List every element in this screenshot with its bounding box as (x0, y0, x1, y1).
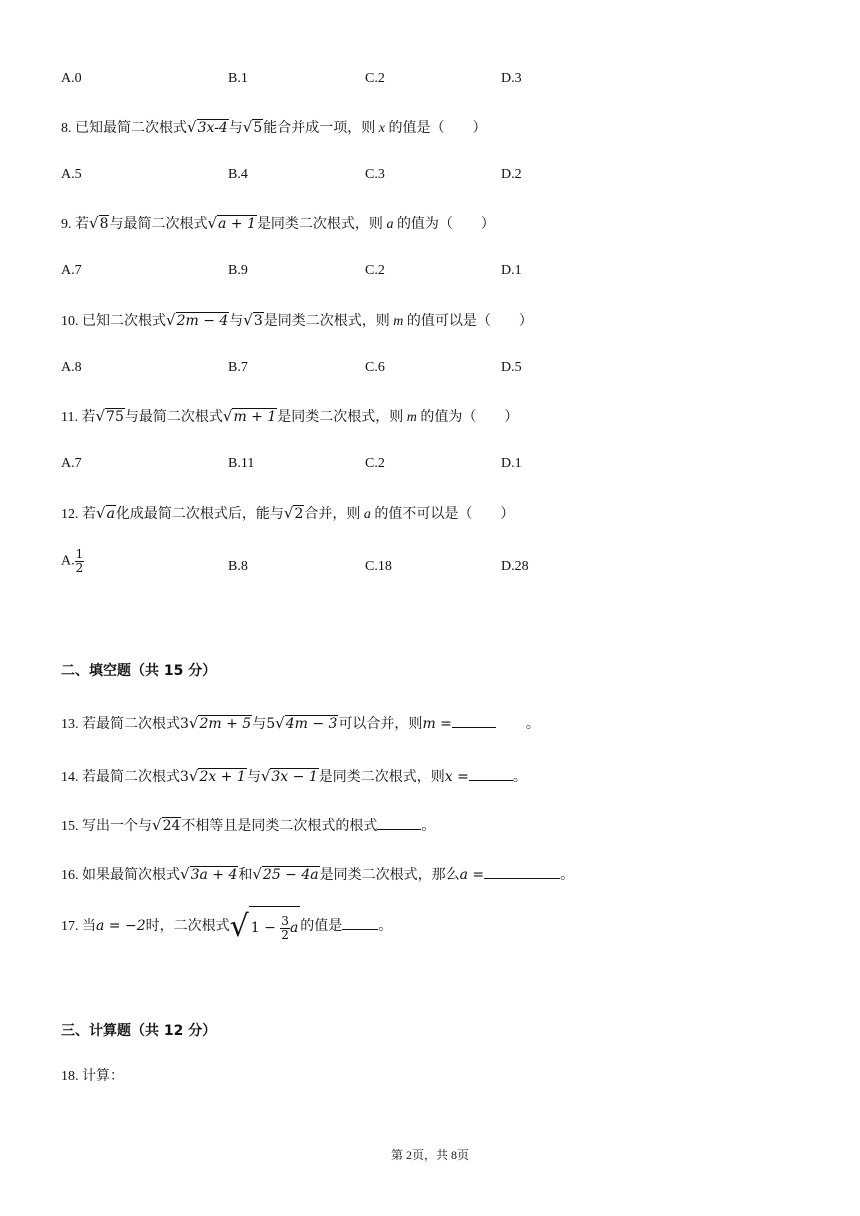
q9-sqrt-2: √a + 1 (207, 214, 256, 232)
q7-options (61, 71, 621, 93)
q14-expr: x = (444, 769, 469, 785)
q10-suffix-1: 是同类二次根式，则 (263, 314, 390, 329)
q9-option-a: A.7 (61, 263, 82, 278)
q17-end: 。 (378, 919, 393, 935)
q10-sqrt-1: √2m − 4 (166, 311, 229, 329)
q12-option-b: B.8 (228, 559, 248, 574)
q11-option-a: A.7 (61, 456, 82, 471)
q11-option-c: C.2 (365, 456, 385, 471)
q11-prefix: 11. 若 (61, 410, 96, 425)
q17-fraction-numerator: 3 (281, 913, 289, 928)
q9-sqrt-1: √8 (89, 214, 109, 232)
q10-suffix-2: 的值可以是（ ） (406, 314, 533, 329)
q16-radicand-1: 3a + 4 (190, 867, 238, 883)
q17-sqrt: √ 1 − $\frac{3}{2}$ a (230, 906, 301, 948)
q10-var: m (393, 314, 404, 329)
q10-options (61, 360, 621, 382)
q12-suffix-1: 合并，则 (304, 507, 361, 522)
q12-prefix: 12. 若 (61, 507, 96, 522)
q11-suffix-1: 是同类二次根式，则 (277, 410, 404, 425)
q9-options (61, 263, 621, 285)
q16-mid: 和 (238, 868, 253, 883)
q12-option-c: C.18 (365, 559, 392, 574)
question-13 (61, 713, 540, 735)
q11-mid: 与最简二次根式 (124, 410, 223, 425)
q17-answer-blank[interactable] (342, 917, 378, 930)
q11-sqrt-1: √75 (95, 407, 124, 425)
q9-mid: 与最简二次根式 (109, 217, 208, 232)
q16-end: 。 (560, 868, 575, 883)
q9-radicand-1: 8 (99, 216, 109, 232)
q16-suffix-1: 是同类二次根式，那么 (319, 868, 460, 883)
q15-answer-blank[interactable] (377, 817, 421, 830)
q14-end: 。 (512, 770, 527, 785)
q13-coef-2: 5 (266, 716, 276, 732)
q7-option-d: D.3 (501, 71, 522, 86)
q11-options (61, 456, 621, 478)
q8-options (61, 167, 621, 189)
q12-mid: 化成最简二次根式后，能与 (115, 507, 284, 522)
q15-end: 。 (421, 819, 436, 834)
q16-sqrt-1: √3a + 4 (180, 865, 238, 883)
q13-prefix: 13. 若最简二次根式 (61, 717, 180, 732)
q11-option-b: B.11 (228, 456, 255, 471)
q12-suffix-2: 的值不可以是（ ） (374, 507, 515, 522)
q12-option-a (61, 548, 84, 575)
q8-radicand-1: 3x-4 (197, 120, 228, 136)
q10-sqrt-2: √3 (243, 311, 263, 329)
q16-sqrt-2: √25 − 4a (252, 865, 319, 883)
q15-prefix: 15. 写出一个与 (61, 819, 152, 834)
q13-answer-blank[interactable] (452, 715, 496, 728)
question-9 (61, 213, 495, 235)
q9-option-b: B.9 (228, 263, 248, 278)
q8-suffix-2: 的值是（ ） (388, 121, 487, 136)
q17-suffix-1: 的值是 (300, 919, 343, 935)
q11-var: m (406, 410, 417, 425)
q8-mid: 与 (228, 121, 243, 136)
q11-suffix-2: 的值为（ ） (420, 410, 519, 425)
q9-radicand-2: a + 1 (218, 216, 256, 232)
q9-suffix-2: 的值为（ ） (396, 217, 495, 232)
q12-var: a (363, 507, 371, 522)
question-8 (61, 117, 486, 139)
q12-fraction-numerator: 1 (75, 547, 84, 561)
q14-mid: 与 (246, 770, 261, 785)
q9-prefix: 9. 若 (61, 217, 89, 232)
section-fill-in-title: 二、填空题（共 15 分） (61, 663, 217, 679)
question-12 (61, 503, 514, 525)
q13-sqrt-2: √4m − 3 (275, 714, 338, 732)
q11-option-d: D.1 (501, 456, 522, 471)
q10-option-b: B.7 (228, 360, 248, 375)
q11-radicand-1: 75 (106, 409, 124, 425)
q13-expr: m = (422, 716, 452, 732)
q17-condition: a = −2 (96, 918, 146, 935)
question-11 (61, 406, 518, 428)
q12-radicand-2: 2 (294, 506, 304, 522)
q12-options (61, 548, 621, 584)
q15-radicand-1: 24 (162, 818, 181, 834)
q12-option-a-fraction (75, 548, 85, 575)
q14-coef-1: 3 (180, 769, 189, 785)
q8-sqrt-2: √5 (242, 118, 263, 136)
q7-option-a: A.0 (61, 71, 82, 86)
q13-radicand-2: 4m − 3 (285, 716, 338, 732)
question-10 (61, 310, 533, 332)
q9-suffix-1: 是同类二次根式，则 (256, 217, 383, 232)
q13-radicand-1: 2m + 5 (199, 716, 252, 732)
q11-sqrt-2: √m + 1 (222, 407, 277, 425)
q14-sqrt-2: √3x − 1 (260, 767, 318, 785)
q17-radicand (249, 906, 301, 948)
q9-option-d: D.1 (501, 263, 522, 278)
q8-option-c: C.3 (365, 167, 385, 182)
q8-sqrt-1: √3x-4 (187, 118, 228, 136)
q10-option-a: A.8 (61, 360, 82, 375)
q8-option-b: B.4 (228, 167, 248, 182)
q12-fraction-denominator: 2 (75, 561, 84, 575)
q8-prefix: 8. 已知最简二次根式 (61, 121, 187, 136)
q10-option-d: D.5 (501, 360, 522, 375)
page-footer: 第 2页，共 8页 (390, 1148, 469, 1162)
q12-sqrt-1: √a (96, 504, 115, 522)
q10-prefix: 10. 已知二次根式 (61, 314, 166, 329)
q10-radicand-1: 2m − 4 (176, 313, 229, 329)
q12-radicand-1: a (106, 506, 115, 522)
question-15 (61, 815, 435, 837)
q9-var: a (386, 217, 394, 232)
q17-fraction-denominator: 2 (281, 927, 289, 942)
q13-suffix-1: 可以合并，则 (338, 717, 423, 732)
question-17 (61, 906, 392, 948)
q16-radicand-2: 25 − 4a (262, 867, 319, 883)
q14-radicand-2: 3x − 1 (271, 769, 318, 785)
q9-option-c: C.2 (365, 263, 385, 278)
question-18: 18. 计算： (61, 1069, 124, 1084)
q13-coef-1: 3 (180, 716, 189, 732)
q16-answer-blank[interactable] (484, 866, 560, 879)
q8-option-d: D.2 (501, 167, 522, 182)
q16-prefix: 16. 如果最简次根式 (61, 868, 180, 883)
q13-end: 。 (525, 717, 540, 732)
q17-mid: 时，二次根式 (145, 919, 230, 935)
q8-var: x (378, 121, 385, 136)
q10-mid: 与 (229, 314, 244, 329)
q10-radicand-2: 3 (253, 313, 263, 329)
q8-option-a: A.5 (61, 167, 82, 182)
q11-radicand-2: m + 1 (233, 409, 277, 425)
q12-option-d: D.28 (501, 559, 529, 574)
q17-radicand-pre: 1 − (250, 920, 276, 936)
q13-mid: 与 (252, 717, 267, 732)
q17-radicand-var: a (289, 920, 299, 936)
q13-sqrt-1: √2m + 5 (188, 714, 252, 732)
q17-prefix: 17. 当 (61, 919, 96, 935)
question-16 (61, 864, 574, 886)
q14-prefix: 14. 若最简二次根式 (61, 770, 180, 785)
q15-sqrt-1: √24 (152, 816, 181, 834)
q17-fraction (280, 915, 290, 942)
q10-option-c: C.6 (365, 360, 385, 375)
q14-suffix-1: 是同类二次根式，则 (318, 770, 445, 785)
q16-expr: a = (459, 867, 485, 883)
q12-sqrt-2: √2 (283, 504, 304, 522)
q14-radicand-1: 2x + 1 (199, 769, 246, 785)
q8-radicand-2: 5 (253, 120, 263, 136)
q15-suffix-1: 不相等且是同类二次根式的根式 (181, 819, 378, 834)
question-14 (61, 766, 527, 788)
q14-sqrt-1: √2x + 1 (188, 767, 246, 785)
q8-suffix-1: 能合并成一项，则 (263, 121, 376, 136)
q12-option-a-label: A. (61, 553, 75, 569)
q7-option-c: C.2 (365, 71, 385, 86)
q7-option-b: B.1 (228, 71, 248, 86)
section-calculation-title: 三、计算题（共 12 分） (61, 1023, 217, 1039)
q14-answer-blank[interactable] (469, 768, 513, 781)
